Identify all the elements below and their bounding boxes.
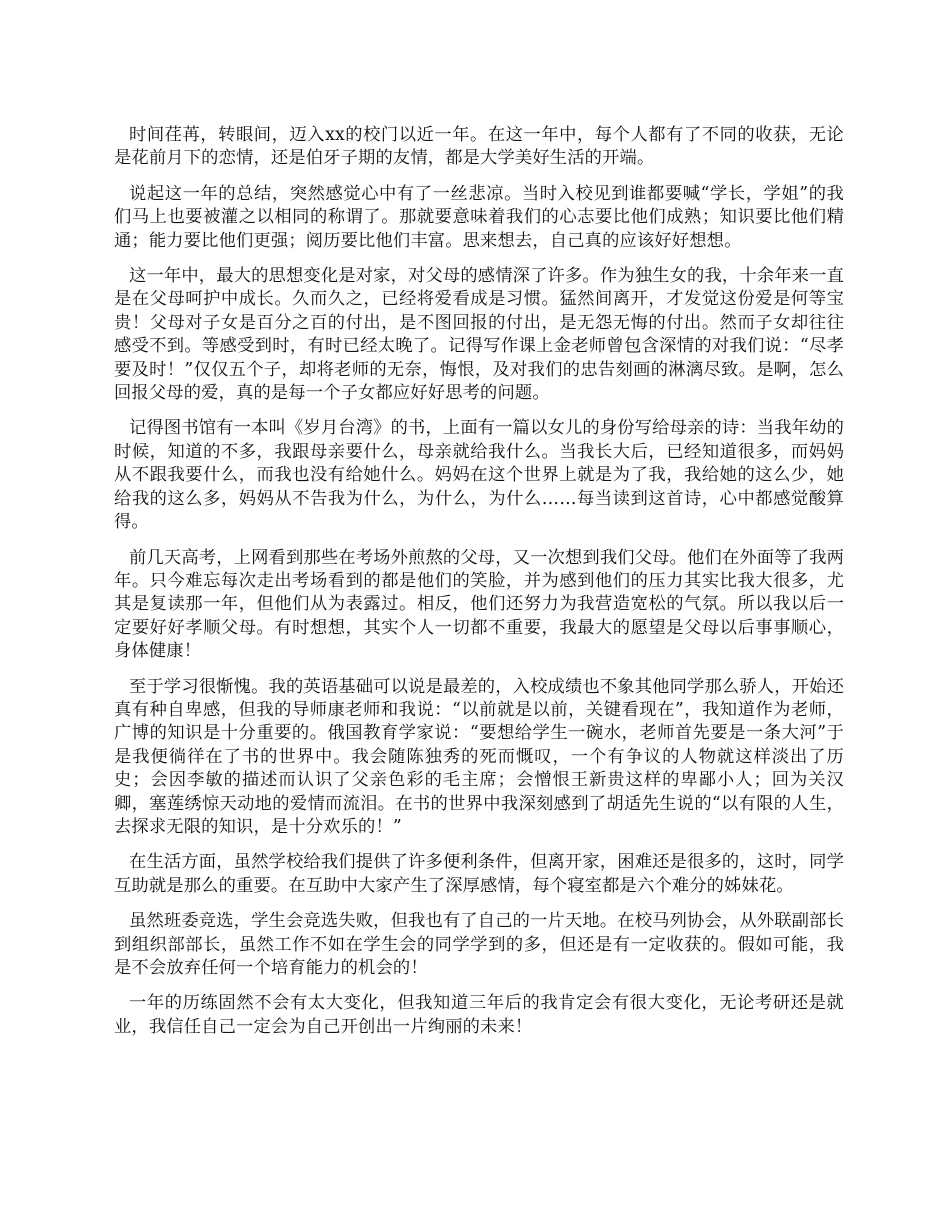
paragraph-9: 一年的历练固然不会有太大变化，但我知道三年后的我肯定会有很大变化，无论考研还是就业，我信任自己一定会为自己开创出一片绚丽的未来！ xyxy=(114,993,844,1037)
paragraph-6: 至于学习很惭愧。我的英语基础可以说是最差的，入校成绩也不象其他同学那么骄人，开始还真有种自卑感，但我的导师康老师和我说：“以前就是以前，关键看现在”，我知道作为老师，广博的知识是十分重要的。俄国教育学家说：“要想给学生一碗水，老师首先要是一条大河”于是我便徜徉在了书的世界中。我会随陈独秀的死而慨叹，一个有争议的人物就这样淡出了历史；会因李敏的描述而认识了父亲色彩的毛主席；会憎恨王新贵这样的卑鄙小人；回为关汉卿，塞莲绣惊天动地的爱情而流泪。在书的世界中我深刻感到了胡适先生说的“以有限的人生，去探求无限的知识，是十分欢乐的！” xyxy=(114,676,844,837)
paragraph-4: 记得图书馆有一本叫《岁月台湾》的书，上面有一篇以女儿的身份写给母亲的诗：当我年幼的时候，知道的不多，我跟母亲要什么，母亲就给我什么。当我长大后，已经知道很多，而妈妈从不跟我要什么，而我也没有给她什么。妈妈在这个世界上就是为了我，我给她的这么少，她给我的这么多，妈妈从不告我为什么，为什么，为什么……每当读到这首诗，心中都感觉酸算得。 xyxy=(114,418,844,533)
paragraph-2: 说起这一年的总结，突然感觉心中有了一丝悲凉。当时入校见到谁都要喊“学长，学姐”的我们马上也要被灌之以相同的称谓了。那就要意味着我们的心志要比他们成熟；知识要比他们精通；能力要比他们更强；阅历要比他们丰富。思来想去，自己真的应该好好想想。 xyxy=(114,183,844,251)
paragraph-1: 时间荏苒，转眼间，迈入xx的校门以近一年。在这一年中，每个人都有了不同的收获，无论是花前月下的恋情，还是伯牙子期的友情，都是大学美好生活的开端。 xyxy=(114,125,844,169)
paragraph-3: 这一年中，最大的思想变化是对家，对父母的感情深了许多。作为独生女的我，十余年来一直是在父母呵护中成长。久而久之，已经将爱看成是习惯。猛然间离开，才发觉这份爱是何等宝贵！父母对子女是百分之百的付出，是不图回报的付出，是无怨无悔的付出。然而子女却往往感受不到。等感受到时，有时已经太晚了。记得写作课上金老师曾包含深情的对我们说：“尽孝要及时！”仅仅五个子，却将老师的无奈，悔恨，及对我们的忠告刻画的淋漓尽致。是啊，怎么回报父母的爱，真的是每一个子女都应好好思考的问题。 xyxy=(114,266,844,404)
document-body xyxy=(114,124,844,1051)
paragraph-7: 在生活方面，虽然学校给我们提供了许多便利条件，但离开家，困难还是很多的，这时，同学互助就是那么的重要。在互助中大家产生了深厚感情，每个寝室都是六个难分的姊妹花。 xyxy=(114,852,844,896)
paragraph-8: 虽然班委竞选，学生会竞选失败，但我也有了自己的一片天地。在校马列协会，从外联副部长到组织部部长，虽然工作不如在学生会的同学学到的多，但还是有一定收获的。假如可能，我是不会放弃任何一个培育能力的机会的！ xyxy=(114,911,844,978)
paragraph-5: 前几天高考，上网看到那些在考场外煎熬的父母，又一次想到我们父母。他们在外面等了我两年。只今难忘每次走出考场看到的都是他们的笑脸，并为感到他们的压力其实比我大很多，尤其是复读那一年，但他们从为表露过。相反，他们还努力为我营造宽松的气氛。所以我以后一定要好好孝顺父母。有时想想，其实个人一切都不重要，我最大的愿望是父母以后事事顺心，身体健康！ xyxy=(114,547,844,662)
